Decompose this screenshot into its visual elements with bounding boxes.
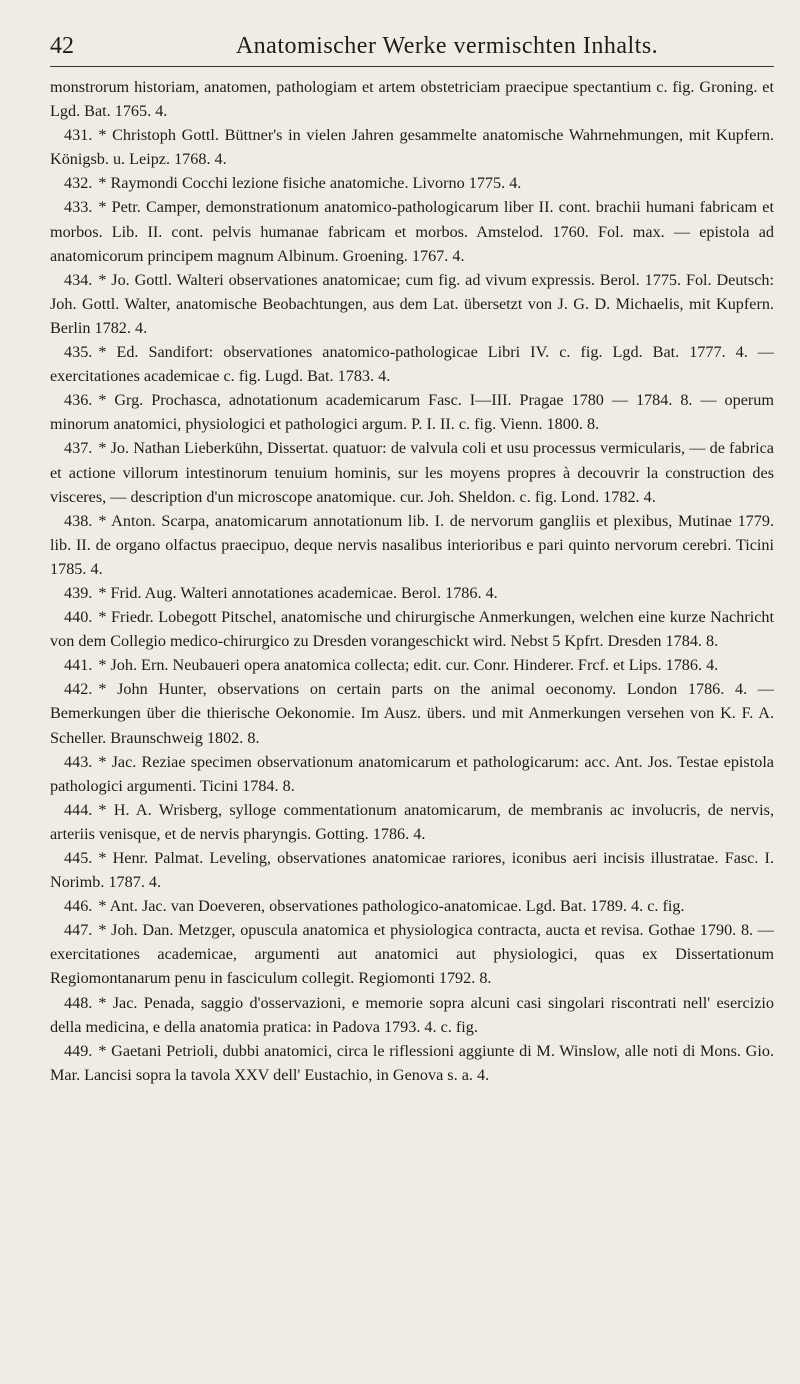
bibliography-entry <box>50 340 774 388</box>
entry-text: * Christoph Gottl. Büttner's in vielen Jahren gesammelte anatomische Wahrnehmungen, mit Kupfern. Königsb. u. Leipz. 1768. 4. <box>50 126 774 169</box>
entry-text: * Joh. Ern. Neubaueri opera anatomica collecta; edit. cur. Conr. Hinderer. Frcf. et Lips. 1786. 4. <box>98 656 719 675</box>
bibliography-entry <box>50 195 774 267</box>
entry-number: 446. <box>64 897 93 916</box>
bibliography-entry <box>50 1039 774 1087</box>
bibliography-entry <box>50 75 774 123</box>
entry-text: * H. A. Wrisberg, sylloge commentationum anatomicarum, de membranis ac involucris, de nervis, arteriis venisque, et de nervis pharyngis. Gotting. 1786. 4. <box>50 800 774 843</box>
entry-number: 441. <box>64 656 93 675</box>
bibliography-entry <box>50 123 774 171</box>
entry-text: * Jo. Nathan Lieberkühn, Dissertat. quatuor: de valvula coli et usu processus vermicularis, — de fabrica et actione villorum intestinorum tenuium hominis, sur les moyens propres à decouvrir la construction des visceres, — description d'un microscope anatomique. cur. Joh. Sheldon. c. fig. Lond. 1782. 4. <box>50 439 774 506</box>
entry-text: * Ed. Sandifort: observationes anatomico-pathologicae Libri IV. c. fig. Lgd. Bat. 1777. 4. — exercitationes academicae c. fig. Lugd. Bat. 1783. 4. <box>50 343 774 386</box>
entry-text: * Anton. Scarpa, anatomicarum annotationum lib. I. de nervorum gangliis et plexibus, Mutinae 1779. lib. II. de organo olfactus praecipuo, deque nervis nasalibus interioribus e pari quinto nervorum cerebri. Ticini 1785. 4. <box>50 511 774 578</box>
entry-number: 440. <box>64 608 93 627</box>
entry-text: * Jo. Gottl. Walteri observationes anatomicae; cum fig. ad vivum expressis. Berol. 1775. Fol. Deutsch: Joh. Gottl. Walter, anatomische Beobachtungen, aus dem Lat. übersetzt von J. G. D. Michaelis, mit Kupfern. Berlin 1782. 4. <box>50 270 774 337</box>
entry-number: 433. <box>64 198 93 217</box>
entry-text: * Petr. Camper, demonstrationum anatomico-pathologicarum liber II. cont. brachii humani fabricam et morbos. Lib. II. cont. pelvis humanae fabricam et morbos. Amstelod. 1760. Fol. max. — epistola ad anatomicorum principem magnum Albinum. Groening. 1767. 4. <box>50 198 774 265</box>
entry-number: 442. <box>64 680 93 699</box>
bibliography-entry <box>50 653 774 677</box>
bibliography-entry <box>50 605 774 653</box>
entry-text: * Friedr. Lobegott Pitschel, anatomische und chirurgische Anmerkungen, welchen eine kurze Nachricht von dem Collegio medico-chirurgico zu Dresden vorangeschickt wird. Nebst 5 Kpfrt. Dresden 1784. 8. <box>50 608 774 651</box>
entry-number: 443. <box>64 752 93 771</box>
entry-text: * Jac. Reziae specimen observationum anatomicarum et pathologicarum: acc. Ant. Jos. Testae epistola pathologici argumenti. Ticini 1784. 8. <box>50 752 774 795</box>
entry-number: 439. <box>64 583 93 602</box>
entry-number: 435. <box>64 343 93 362</box>
bibliography-entry <box>50 677 774 749</box>
entry-number: 431. <box>64 126 93 145</box>
bibliography-entry <box>50 918 774 990</box>
entry-text: * John Hunter, observations on certain parts on the animal oeconomy. London 1786. 4. — Bemerkungen über die thierische Oekonomie. Im Ausz. übers. und mit Anmerkungen versehen von K. F. A. Scheller. Braunschweig 1802. 8. <box>50 680 774 747</box>
entry-text: * Henr. Palmat. Leveling, observationes anatomicae rariores, iconibus aeri incisis illustratae. Fasc. I. Norimb. 1787. 4. <box>50 849 774 892</box>
entry-number: 444. <box>64 800 93 819</box>
bibliography-entry <box>50 436 774 508</box>
entry-number: 437. <box>64 439 93 458</box>
bibliography-entry <box>50 991 774 1039</box>
bibliography-entry <box>50 268 774 340</box>
entry-number: 445. <box>64 849 93 867</box>
running-title: Anatomischer Werke vermischten Inhalts. <box>235 33 659 59</box>
bibliography-entry <box>50 750 774 798</box>
entry-number: 448. <box>64 993 93 1012</box>
bibliography-entry <box>50 509 774 581</box>
bibliography-entry <box>50 894 774 918</box>
entry-number: 432. <box>64 174 93 193</box>
entry-text: * Frid. Aug. Walteri annotationes academicae. Berol. 1786. 4. <box>98 583 498 602</box>
bibliography-entry <box>50 388 774 436</box>
entry-text: * Grg. Prochasca, adnotationum academicarum Fasc. I—III. Pragae 1780 — 1784. 8. — operum minorum anatomici, physiologici et pathologici argum. P. I. II. c. fig. Vienn. 1800. 8. <box>50 391 774 434</box>
bibliography-entry <box>50 581 774 605</box>
page-header <box>50 0 774 67</box>
entry-number: 438. <box>64 511 93 530</box>
bibliography-list <box>50 75 774 1087</box>
entry-text: * Raymondi Cocchi lezione fisiche anatomiche. Livorno 1775. 4. <box>98 174 522 193</box>
entry-number: 434. <box>64 270 93 289</box>
bibliography-entry <box>50 171 774 195</box>
entry-text: monstrorum historiam, anatomen, pathologiam et artem obstetriciam praecipue spectantium c. fig. Groning. et Lgd. Bat. 1765. 4. <box>50 78 774 121</box>
entry-text: * Gaetani Petrioli, dubbi anatomici, circa le riflessioni aggiunte di M. Winslow, alle noti di Mons. Gio. Mar. Lancisi sopra la tavola XXV dell' Eustachio, in Genova s. a. 4. <box>50 1041 774 1084</box>
entry-text: * Ant. Jac. van Doeveren, observationes pathologico-anatomicae. Lgd. Bat. 1789. 4. c. fig. <box>98 897 685 916</box>
entry-number: 447. <box>64 921 93 940</box>
entry-number: 436. <box>64 391 93 410</box>
entry-text: * Jac. Penada, saggio d'osservazioni, e memorie sopra alcuni casi singolari riscontrati nell' esercizio della medicina, e della anatomia pratica: in Padova 1793. 4. c. fig. <box>50 993 774 1036</box>
page-number: 42 <box>50 33 74 59</box>
bibliography-entry <box>50 798 774 846</box>
entry-number: 449. <box>64 1041 93 1060</box>
bibliography-entry <box>50 846 774 894</box>
entry-text: * Joh. Dan. Metzger, opuscula anatomica et physiologica contracta, aucta et revisa. Gothae 1790. 8. — exercitationes academicae, argumenti aut anatomici aut physiologici, quas ex Dissertationum Regiomontanarum penu in fasciculum collegit. Regiomonti 1792. 8. <box>50 921 774 988</box>
